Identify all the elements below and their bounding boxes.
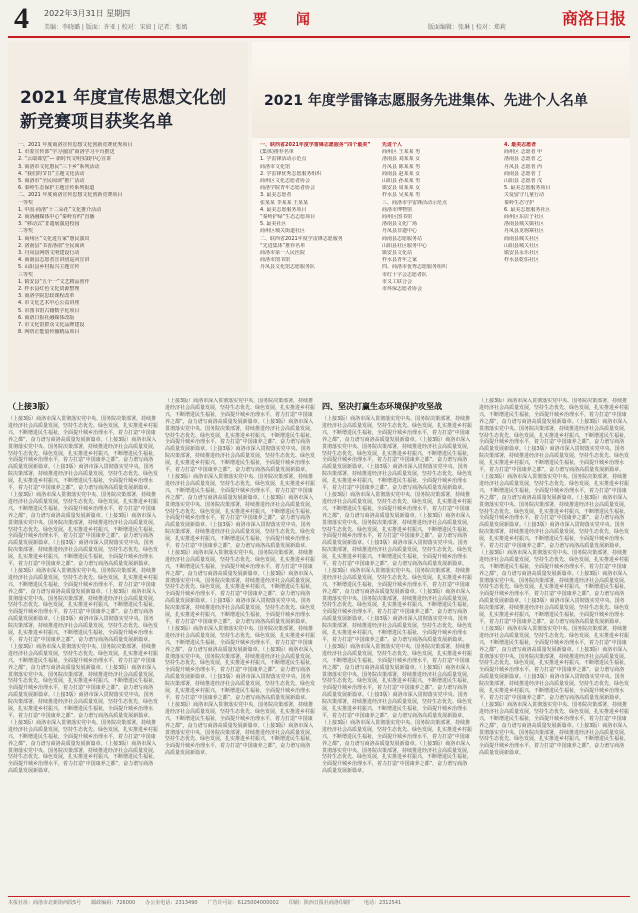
award-item: 商洛市第一人民医院 (260, 250, 306, 257)
newspaper-logo: 商洛日报 (561, 9, 626, 28)
left-award-item: 1. 中国·商洛“十二朵花”文化推介活动 (18, 206, 102, 213)
award-item: 商州区 志愿者 甲 (504, 149, 543, 156)
award-item: 商南县城关社区 (504, 235, 540, 242)
article-paragraph: （上接3版）商洛市深入贯彻落实党中央、国务院决策部署，持续推进经济社会高质量发展，坚持生态优先、绿色发展，扎实推进乡村振兴，不断增进民生福祉，全面提升城乡治理水平，着力打造“中国康养之都”，奋力谱写商洛高质量发展新篇章。（上接3版）商洛市深入贯彻落实党中央、国务院决策部署，持续推进经济社会高质量发展，坚持生态优先、绿色发展，扎实推进乡村振兴，不断增进民生福祉，全面提升城乡治理水平，着力打造“中国康养之都”，奋力谱写商洛高质量发展新篇章。（上接3版）商洛市深入贯彻落实党中央、国务院决策部署，持续推进经济社会高质量发展，坚持生态优先、绿色发展，扎实推进乡村振兴，不断增进民生福祉，全面提升城乡治理水平，着力打造“中国康养之都”，奋力谱写商洛高质量发展新篇章。（上接3版）商洛市深入贯彻落实党中央、国务院决策部署，持续推进经济社会高质量发展，坚持生态优先、绿色发展，扎实推进乡村振兴，不断增进民生福祉，全面提升城乡治理水平，着力打造“中国康养之都”，奋力谱写商洛高质量发展新篇章。（上接3版）商洛市深入贯彻落实党中央、国务院决策部署，持续推进经济社会高质量发展，坚持生态优先、绿色发展，扎实推进乡村振兴，不断增进民生福祉，全面提升城乡治理水平，着力打造“中国康养之都”，奋力谱写商洛高质量发展新篇章。（上接3版）商洛市深入贯彻落实党中央、国务院决策部署，持续推进经济社会高质量发展，坚持生态优先、绿色发展，扎实推进乡村振兴，不断增进民生福祉，全面提升城乡治理水平，着力打造“中国康养之都”，奋力谱写商洛高质量发展新篇章。（上接3版）商洛市深入贯彻落实党中央、国务院决策部署，持续推进经济社会高质量发展，坚持生态优先、绿色发展，扎实推进乡村振兴，不断增进民生福祉，全面提升城乡治理水平，着力打造“中国康养之都”，奋力谱写商洛高质量发展新篇章。（上接3版）商洛市深入贯彻落实党中央、国务院决策部署，持续推进经济社会高质量发展，坚持生态优先、绿色发展，扎实推进乡村振兴，不断增进民生福祉，全面提升城乡治理水平，着力打造“中国康养之都”，奋力谱写商洛高质量发展新篇章。（上接3版）商洛市深入贯彻落实党中央、国务院决策部署，持续推进经济社会高质量发展，坚持生态优先、绿色发展，扎实推进乡村振兴，不断增进民生福祉，全面提升城乡治理水平，着力打造“中国康养之都”，奋力谱写商洛高质量发展新篇章。（上接3版）商洛市深入贯彻落实党中央、国务院决策部署，持续推进经济社会高质量发展，坚持生态优先、绿色发展，扎实推进乡村振兴，不断增进民生福祉，全面提升城乡治理水平，着力打造“中国康养之都”，奋力谱写商洛高质量发展新篇章。（上接3版）商洛市深入贯彻落实党中央、国务院决策部署，持续推进经济社会高质量发展，坚持生态优先、绿色发展，扎实推进乡村振兴，不断增进民生福祉，全面提升城乡治理水平，着力打造“中国康养之都”，奋力谱写商洛高质量发展新篇章。（上接3版）商洛市深入贯彻落实党中央、国务院决策部署，持续推进经济社会高质量发展，坚持生态优先、绿色发展，扎实推进乡村振兴，不断增进民生福祉，全面提升城乡治理水平，着力打造“中国康养之都”，奋力谱写商洛高质量发展新篇章。（上接3版）商洛市深入贯彻落实党中央、国务院决策部署，持续推进经济社会高质量发展，坚持生态优先、绿色发展，扎实推进乡村振兴，不断增进民生福祉，全面提升城乡治理水平，着力打造“中国康养之都”，奋力谱写商洛高质量发展新篇章。（上接3版）商洛市深入贯彻落实党中央、国务院决策部署，持续推进经济社会高质量发展，坚持生态优先、绿色发展，扎实推进乡村振兴，不断增进民生福祉，全面提升城乡治理水平，着力打造“中国康养之都”，奋力谱写商洛高质量发展新篇章。 (479, 398, 629, 757)
article-paragraph: （上接3版）商洛市深入贯彻落实党中央、国务院决策部署，持续推进经济社会高质量发展，坚持生态优先、绿色发展，扎实推进乡村振兴，不断增进民生福祉，全面提升城乡治理水平，着力打造“中国康养之都”，奋力谱写商洛高质量发展新篇章。（上接3版）商洛市深入贯彻落实党中央、国务院决策部署，持续推进经济社会高质量发展，坚持生态优先、绿色发展，扎实推进乡村振兴，不断增进民生福祉，全面提升城乡治理水平，着力打造“中国康养之都”，奋力谱写商洛高质量发展新篇章。（上接3版）商洛市深入贯彻落实党中央、国务院决策部署，持续推进经济社会高质量发展，坚持生态优先、绿色发展，扎实推进乡村振兴，不断增进民生福祉，全面提升城乡治理水平，着力打造“中国康养之都”，奋力谱写商洛高质量发展新篇章。（上接3版）商洛市深入贯彻落实党中央、国务院决策部署，持续推进经济社会高质量发展，坚持生态优先、绿色发展，扎实推进乡村振兴，不断增进民生福祉，全面提升城乡治理水平，着力打造“中国康养之都”，奋力谱写商洛高质量发展新篇章。（上接3版）商洛市深入贯彻落实党中央、国务院决策部署，持续推进经济社会高质量发展，坚持生态优先、绿色发展，扎实推进乡村振兴，不断增进民生福祉，全面提升城乡治理水平，着力打造“中国康养之都”，奋力谱写商洛高质量发展新篇章。（上接3版）商洛市深入贯彻落实党中央、国务院决策部署，持续推进经济社会高质量发展，坚持生态优先、绿色发展，扎实推进乡村振兴，不断增进民生福祉，全面提升城乡治理水平，着力打造“中国康养之都”，奋力谱写商洛高质量发展新篇章。（上接3版）商洛市深入贯彻落实党中央、国务院决策部署，持续推进经济社会高质量发展，坚持生态优先、绿色发展，扎实推进乡村振兴，不断增进民生福祉，全面提升城乡治理水平，着力打造“中国康养之都”，奋力谱写商洛高质量发展新篇章。（上接3版）商洛市深入贯彻落实党中央、国务院决策部署，持续推进经济社会高质量发展，坚持生态优先、绿色发展，扎实推进乡村振兴，不断增进民生福祉，全面提升城乡治理水平，着力打造“中国康养之都”，奋力谱写商洛高质量发展新篇章。（上接3版）商洛市深入贯彻落实党中央、国务院决策部署，持续推进经济社会高质量发展，坚持生态优先、绿色发展，扎实推进乡村振兴，不断增进民生福祉，全面提升城乡治理水平，着力打造“中国康养之都”，奋力谱写商洛高质量发展新篇章。（上接3版）商洛市深入贯彻落实党中央、国务院决策部署，持续推进经济社会高质量发展，坚持生态优先、绿色发展，扎实推进乡村振兴，不断增进民生福祉，全面提升城乡治理水平，着力打造“中国康养之都”，奋力谱写商洛高质量发展新篇章。（上接3版）商洛市深入贯彻落实党中央、国务院决策部署，持续推进经济社会高质量发展，坚持生态优先、绿色发展，扎实推进乡村振兴，不断增进民生福祉，全面提升城乡治理水平，着力打造“中国康养之都”，奋力谱写商洛高质量发展新篇章。（上接3版）商洛市深入贯彻落实党中央、国务院决策部署，持续推进经济社会高质量发展，坚持生态优先、绿色发展，扎实推进乡村振兴，不断增进民生福祉，全面提升城乡治理水平，着力打造“中国康养之都”，奋力谱写商洛高质量发展新篇章。（上接3版）商洛市深入贯彻落实党中央、国务院决策部署，持续推进经济社会高质量发展，坚持生态优先、绿色发展，扎实推进乡村振兴，不断增进民生福祉，全面提升城乡治理水平，着力打造“中国康养之都”，奋力谱写商洛高质量发展新篇章。（上接3版）商洛市深入贯彻落实党中央、国务院决策部署，持续推进经济社会高质量发展，坚持生态优先、绿色发展，扎实推进乡村振兴，不断增进民生福祉，全面提升城乡治理水平，着力打造“中国康养之都”，奋力谱写商洛高质量发展新篇章。 (165, 398, 315, 757)
article-paragraph: （上接3版）商洛市深入贯彻落实党中央、国务院决策部署，持续推进经济社会高质量发展，坚持生态优先、绿色发展，扎实推进乡村振兴，不断增进民生福祉，全面提升城乡治理水平，着力打造“中国康养之都”，奋力谱写商洛高质量发展新篇章。（上接3版）商洛市深入贯彻落实党中央、国务院决策部署，持续推进经济社会高质量发展，坚持生态优先、绿色发展，扎实推进乡村振兴，不断增进民生福祉，全面提升城乡治理水平，着力打造“中国康养之都”，奋力谱写商洛高质量发展新篇章。（上接3版）商洛市深入贯彻落实党中央、国务院决策部署，持续推进经济社会高质量发展，坚持生态优先、绿色发展，扎实推进乡村振兴，不断增进民生福祉，全面提升城乡治理水平，着力打造“中国康养之都”，奋力谱写商洛高质量发展新篇章。（上接3版）商洛市深入贯彻落实党中央、国务院决策部署，持续推进经济社会高质量发展，坚持生态优先、绿色发展，扎实推进乡村振兴，不断增进民生福祉，全面提升城乡治理水平，着力打造“中国康养之都”，奋力谱写商洛高质量发展新篇章。（上接3版）商洛市深入贯彻落实党中央、国务院决策部署，持续推进经济社会高质量发展，坚持生态优先、绿色发展，扎实推进乡村振兴，不断增进民生福祉，全面提升城乡治理水平，着力打造“中国康养之都”，奋力谱写商洛高质量发展新篇章。（上接3版）商洛市深入贯彻落实党中央、国务院决策部署，持续推进经济社会高质量发展，坚持生态优先、绿色发展，扎实推进乡村振兴，不断增进民生福祉，全面提升城乡治理水平，着力打造“中国康养之都”，奋力谱写商洛高质量发展新篇章。（上接3版）商洛市深入贯彻落实党中央、国务院决策部署，持续推进经济社会高质量发展，坚持生态优先、绿色发展，扎实推进乡村振兴，不断增进民生福祉，全面提升城乡治理水平，着力打造“中国康养之都”，奋力谱写商洛高质量发展新篇章。（上接3版）商洛市深入贯彻落实党中央、国务院决策部署，持续推进经济社会高质量发展，坚持生态优先、绿色发展，扎实推进乡村振兴，不断增进民生福祉，全面提升城乡治理水平，着力打造“中国康养之都”，奋力谱写商洛高质量发展新篇章。（上接3版）商洛市深入贯彻落实党中央、国务院决策部署，持续推进经济社会高质量发展，坚持生态优先、绿色发展，扎实推进乡村振兴，不断增进民生福祉，全面提升城乡治理水平，着力打造“中国康养之都”，奋力谱写商洛高质量发展新篇章。（上接3版）商洛市深入贯彻落实党中央、国务院决策部署，持续推进经济社会高质量发展，坚持生态优先、绿色发展，扎实推进乡村振兴，不断增进民生福祉，全面提升城乡治理水平，着力打造“中国康养之都”，奋力谱写商洛高质量发展新篇章。（上接3版）商洛市深入贯彻落实党中央、国务院决策部署，持续推进经济社会高质量发展，坚持生态优先、绿色发展，扎实推进乡村振兴，不断增进民生福祉，全面提升城乡治理水平，着力打造“中国康养之都”，奋力谱写商洛高质量发展新篇章。（上接3版）商洛市深入贯彻落实党中央、国务院决策部署，持续推进经济社会高质量发展，坚持生态优先、绿色发展，扎实推进乡村振兴，不断增进民生福祉，全面提升城乡治理水平，着力打造“中国康养之都”，奋力谱写商洛高质量发展新篇章。（上接3版）商洛市深入贯彻落实党中央、国务院决策部署，持续推进经济社会高质量发展，坚持生态优先、绿色发展，扎实推进乡村振兴，不断增进民生福祉，全面提升城乡治理水平，着力打造“中国康养之都”，奋力谱写商洛高质量发展新篇章。（上接3版）商洛市深入贯彻落实党中央、国务院决策部署，持续推进经济社会高质量发展，坚持生态优先、绿色发展，扎实推进乡村振兴，不断增进民生福祉，全面提升城乡治理水平，着力打造“中国康养之都”，奋力谱写商洛高质量发展新篇章。 (8, 416, 158, 775)
right-award-card (252, 42, 630, 392)
award-item: 山阳县 志愿者 戊 (504, 178, 543, 185)
left-award-item: 3. “移动式”非遗展演进校园 (18, 221, 80, 228)
award-item: “先进集体”推荐名单 (260, 242, 306, 249)
award-item: 商州区图书馆 (382, 214, 413, 221)
masthead (8, 4, 630, 38)
top-section (8, 42, 630, 392)
left-award-item: 8. 网络正能量传播精品项目 (18, 329, 80, 336)
award-item: 秦岭生态守护 (504, 199, 535, 206)
award-item: 商州区 王某某 男 (382, 149, 421, 156)
left-award-item: 3. 商洛市文化惠民“三下乡”系列活动 (18, 163, 100, 170)
award-item: 市义工联合会 (382, 278, 413, 285)
left-award-item: 7. 市文化馆群众文化品牌建设 (18, 322, 85, 329)
left-award-item: 3. 商洛学院思政课程改革 (18, 293, 75, 300)
award-item: 商南县 志愿者 丁 (504, 170, 543, 177)
award-column-heading: 4. 最美志愿者 (504, 142, 537, 148)
award-item: “秦岭护绿”生态志愿项目 (260, 214, 316, 221)
left-award-list (18, 142, 240, 336)
left-award-item: 1. 镇安县“五个一”文艺精品创作 (18, 278, 90, 285)
award-column-heading: 一、联西省2021年度学雷锋志愿服务“四个最美” (260, 142, 371, 148)
award-item: 洛南县 刘某某 女 (382, 156, 421, 163)
article-column-2 (165, 398, 315, 892)
award-item: 丹凤县 志愿者 丙 (504, 163, 543, 170)
award-item: 丹凤县非遗中心 (382, 228, 418, 235)
award-item: 柞水县 吴某某 男 (382, 192, 421, 199)
left-award-item: 三等奖 (18, 271, 34, 278)
award-item: 洛南县城关镇社区 (504, 221, 545, 228)
left-award-item: 1. 商州区“文化进万家”惠民演出 (18, 235, 90, 242)
award-item: 商洛学院青年志愿者协会 (260, 185, 316, 192)
left-award-item: 6. 商洛日报社融媒体改版 (18, 314, 75, 321)
award-item: 丹凤县 陈某某 男 (382, 163, 421, 170)
award-item: 山阳县 孙某某 男 (382, 178, 421, 185)
award-item: 市红十字会志愿者队 (382, 271, 428, 278)
left-award-item: 4. 市文化艺术中心公益讲座 (18, 300, 80, 307)
award-item: 市环保志愿者协会 (382, 286, 423, 293)
award-item: 张某某 李某某 王某某 (260, 199, 309, 206)
left-award-item: 2. 商洛融媒体中心“秦岭有约”直播 (18, 214, 95, 221)
left-award-item: 1. 市委宣传部“学习强国”商洛学习平台推送 (18, 149, 115, 156)
award-item: 山阳县社区服务中心 (382, 242, 428, 249)
award-item: 商洛市文化馆 (260, 163, 291, 170)
award-item: 商州区东店子社区 (504, 214, 545, 221)
award-item: 1. 学雷锋活动示范点 (260, 156, 307, 163)
award-item: 丹凤县龙驹寨社区 (504, 228, 545, 235)
award-item: 商洛市图书馆 (260, 257, 291, 264)
award-item: 5. 最美社区 (260, 221, 287, 228)
footer-item: 印刷：陕西日报社商洛印刷厂 (288, 900, 354, 906)
award-item: 洛南县 志愿者 乙 (504, 156, 543, 163)
award-item: 商洛市博物馆 (382, 206, 413, 213)
award-item: 洛南县文化广场 (382, 221, 418, 228)
left-award-item: 二、2021 年度商洛宣传思想文化创新竞赛项目 (18, 192, 123, 199)
left-award-item: 二等奖 (18, 228, 34, 235)
award-item: 3. 最美志愿者 (260, 192, 292, 199)
footer-item: 办公室电话：2313490 (145, 900, 198, 906)
article-column-1 (8, 398, 158, 892)
award-column-1 (260, 142, 376, 272)
left-headline: 2021 年度宣传思想文化创新竞赛项目获奖名单 (20, 88, 227, 132)
award-item: 2. 学雷锋优秀志愿服务组织 (260, 170, 322, 177)
editors-left: 美编：李晓璐 | 版面：许亚 | 校对：宋如 | 记者：张嫣 (44, 24, 188, 31)
footer-item: 本报社址：商洛市北新街西段5号 (8, 900, 82, 906)
left-award-item: 6. 秦岭生态保护主题宣传系列报道 (18, 185, 95, 192)
left-award-item: 5. 市图书馆古籍数字化项目 (18, 307, 80, 314)
footer-item: 电话：2312541 (363, 900, 402, 906)
left-award-item: 3. 丹凤县网络文明建设行动 (18, 250, 80, 257)
left-award-item: 一等奖 (18, 199, 34, 206)
article-paragraph: （上接3版）商洛市深入贯彻落实党中央、国务院决策部署，持续推进经济社会高质量发展，坚持生态优先、绿色发展，扎实推进乡村振兴，不断增进民生福祉，全面提升城乡治理水平，着力打造“中国康养之都”，奋力谱写商洛高质量发展新篇章。（上接3版）商洛市深入贯彻落实党中央、国务院决策部署，持续推进经济社会高质量发展，坚持生态优先、绿色发展，扎实推进乡村振兴，不断增进民生福祉，全面提升城乡治理水平，着力打造“中国康养之都”，奋力谱写商洛高质量发展新篇章。（上接3版）商洛市深入贯彻落实党中央、国务院决策部署，持续推进经济社会高质量发展，坚持生态优先、绿色发展，扎实推进乡村振兴，不断增进民生福祉，全面提升城乡治理水平，着力打造“中国康养之都”，奋力谱写商洛高质量发展新篇章。（上接3版）商洛市深入贯彻落实党中央、国务院决策部署，持续推进经济社会高质量发展，坚持生态优先、绿色发展，扎实推进乡村振兴，不断增进民生福祉，全面提升城乡治理水平，着力打造“中国康养之都”，奋力谱写商洛高质量发展新篇章。（上接3版）商洛市深入贯彻落实党中央、国务院决策部署，持续推进经济社会高质量发展，坚持生态优先、绿色发展，扎实推进乡村振兴，不断增进民生福祉，全面提升城乡治理水平，着力打造“中国康养之都”，奋力谱写商洛高质量发展新篇章。（上接3版）商洛市深入贯彻落实党中央、国务院决策部署，持续推进经济社会高质量发展，坚持生态优先、绿色发展，扎实推进乡村振兴，不断增进民生福祉，全面提升城乡治理水平，着力打造“中国康养之都”，奋力谱写商洛高质量发展新篇章。（上接3版）商洛市深入贯彻落实党中央、国务院决策部署，持续推进经济社会高质量发展，坚持生态优先、绿色发展，扎实推进乡村振兴，不断增进民生福祉，全面提升城乡治理水平，着力打造“中国康养之都”，奋力谱写商洛高质量发展新篇章。（上接3版）商洛市深入贯彻落实党中央、国务院决策部署，持续推进经济社会高质量发展，坚持生态优先、绿色发展，扎实推进乡村振兴，不断增进民生福祉，全面提升城乡治理水平，着力打造“中国康养之都”，奋力谱写商洛高质量发展新篇章。（上接3版）商洛市深入贯彻落实党中央、国务院决策部署，持续推进经济社会高质量发展，坚持生态优先、绿色发展，扎实推进乡村振兴，不断增进民生福祉，全面提升城乡治理水平，着力打造“中国康养之都”，奋力谱写商洛高质量发展新篇章。（上接3版）商洛市深入贯彻落实党中央、国务院决策部署，持续推进经济社会高质量发展，坚持生态优先、绿色发展，扎实推进乡村振兴，不断增进民生福祉，全面提升城乡治理水平，着力打造“中国康养之都”，奋力谱写商洛高质量发展新篇章。（上接3版）商洛市深入贯彻落实党中央、国务院决策部署，持续推进经济社会高质量发展，坚持生态优先、绿色发展，扎实推进乡村振兴，不断增进民生福祉，全面提升城乡治理水平，着力打造“中国康养之都”，奋力谱写商洛高质量发展新篇章。（上接3版）商洛市深入贯彻落实党中央、国务院决策部署，持续推进经济社会高质量发展，坚持生态优先、绿色发展，扎实推进乡村振兴，不断增进民生福祉，全面提升城乡治理水平，着力打造“中国康养之都”，奋力谱写商洛高质量发展新篇章。（上接3版）商洛市深入贯彻落实党中央、国务院决策部署，持续推进经济社会高质量发展，坚持生态优先、绿色发展，扎实推进乡村振兴，不断增进民生福祉，全面提升城乡治理水平，着力打造“中国康养之都”，奋力谱写商洛高质量发展新篇章。（上接3版）商洛市深入贯彻落实党中央、国务院决策部署，持续推进经济社会高质量发展，坚持生态优先、绿色发展，扎实推进乡村振兴，不断增进民生福祉，全面提升城乡治理水平，着力打造“中国康养之都”，奋力谱写商洛高质量发展新篇章。 (322, 416, 472, 775)
award-item: 5. 最美志愿服务项目 (504, 185, 551, 192)
award-column-heading: 先进个人 (382, 142, 403, 148)
award-item: 四、商洛市优秀志愿服务组织 (382, 264, 448, 271)
left-award-item: 4. 商南县志愿者宣讲团巡回宣讲 (18, 257, 90, 264)
award-item: 商州区文化志愿者协会 (260, 178, 311, 185)
award-item: 6. 最美志愿服务社区 (504, 206, 551, 213)
left-award-item: 5. 山阳县乡村振兴主题宣传 (18, 264, 80, 271)
left-award-item: 2. 柞水县红色文化资源整理 (18, 286, 80, 293)
article-headline: 四、坚决打赢生态环境保护攻坚战 (322, 402, 442, 411)
award-item: 关爱留守儿童行动 (504, 192, 545, 199)
page-number: 4 (14, 2, 29, 35)
editors-right: 版面编辑：张琳 | 校对：郑莉 (428, 24, 506, 31)
award-item: 柞水县青年之家 (382, 257, 418, 264)
award-item: 二、联西省2021年度学雷锋志愿服务 (260, 235, 343, 242)
award-column-3 (504, 142, 620, 264)
award-item: 镇安县永乐社区 (504, 250, 540, 257)
award-item: 商南县 赵某某 女 (382, 170, 421, 177)
issue-date: 2022年3月31日 星期四 (44, 9, 131, 18)
article-column-3 (322, 398, 472, 892)
award-item: (集体)推荐名单 (260, 149, 294, 156)
award-item: 镇安县文化站 (382, 250, 413, 257)
award-item: 4. 最美志愿服务项目 (260, 206, 307, 213)
left-award-item: 2. “云端课堂”— 新时代文明实践中心宣讲 (18, 156, 112, 163)
article-headline: （上接3版） (8, 402, 54, 411)
award-item: 柞水县乾佑社区 (504, 257, 540, 264)
left-award-card (8, 42, 248, 392)
right-banner (252, 42, 630, 138)
award-item: 商州区城关街道社区 (260, 228, 306, 235)
right-headline: 2021 年度学雷锋志愿服务先进集体、先进个人名单 (264, 93, 588, 109)
award-item: 丹凤县文化馆志愿服务队 (260, 264, 316, 271)
section-title: 要 闻 (253, 12, 322, 28)
award-item: 镇安县 周某某 女 (382, 185, 421, 192)
left-award-item: 4. “我们的节日”主题文化活动 (18, 170, 85, 177)
footer-item: 广告许可证：6125004000002 (207, 900, 279, 906)
award-item: 山阳县城关社区 (504, 242, 540, 249)
left-award-item: 2. 洛南县“书香洛南”全民阅读 (18, 242, 85, 249)
footer-item: 邮政编码：726000 (91, 900, 136, 906)
award-item: 商南县志愿服务站 (382, 235, 423, 242)
page-footer (8, 896, 630, 910)
left-award-item: 5. 商洛市“全民阅读”推广活动 (18, 178, 85, 185)
left-award-item: 一、2021 年度商洛宣传思想文化创新竞赛优秀项目 (18, 142, 133, 148)
award-item: 三、商洛市学雷锋活动示范点 (382, 199, 448, 206)
article-column-4 (479, 398, 629, 892)
article-body (8, 398, 630, 892)
award-column-2 (382, 142, 498, 293)
